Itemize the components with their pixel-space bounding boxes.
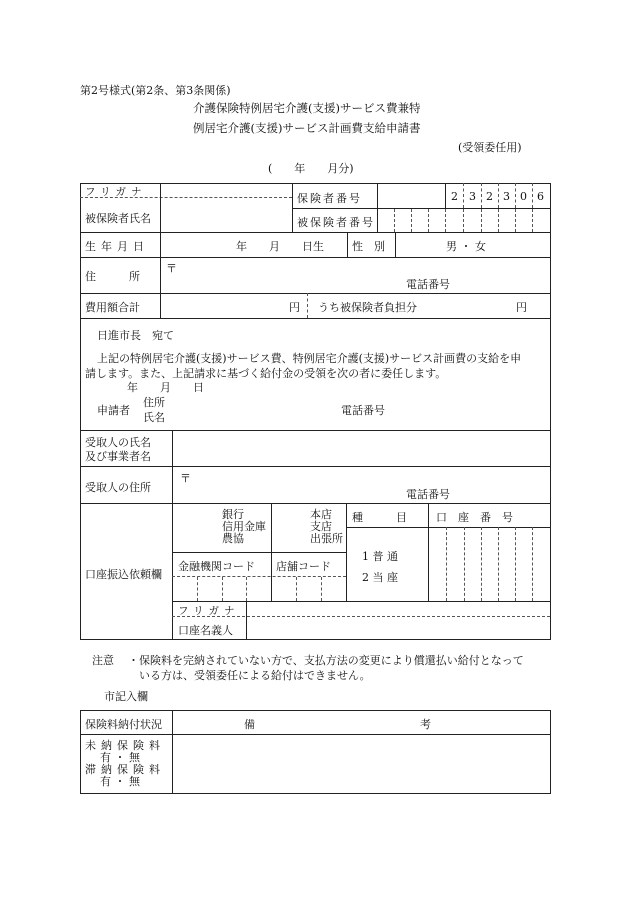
account-number-field[interactable]	[432, 530, 546, 596]
unpaid-label: 未納保険料	[85, 739, 165, 752]
bank-code-label: 金融機関コード	[178, 560, 255, 573]
account-holder-label: 口座名義人	[178, 624, 233, 637]
branch-code-label: 店舗コード	[276, 560, 331, 573]
overdue-label: 滞納保険料	[85, 763, 165, 776]
holder-furigana-label: フリガナ	[178, 605, 240, 617]
sex-value[interactable]: 男 ・ 女	[446, 240, 486, 253]
cost-total-label: 費用額合計	[85, 301, 140, 314]
unpaid-value[interactable]: 有 ・ 無	[100, 751, 140, 764]
branch-type-branch: 支店	[310, 520, 332, 533]
address-phone-label: 電話番号	[406, 278, 450, 291]
address-label: 住 所	[85, 270, 140, 283]
birthdate-value[interactable]: 年 月 日生	[236, 240, 324, 253]
recipient-name-label-2: 及び事業者名	[85, 450, 151, 463]
self-burden-label: うち被保険者負担分	[318, 301, 417, 314]
account-type-label: 種 目	[352, 511, 407, 524]
furigana-label: フリガナ	[85, 186, 147, 198]
remarks-label: 備 考	[244, 718, 431, 731]
insurer-digit-4: 3	[503, 190, 510, 203]
insurer-digit-6: 6	[537, 190, 544, 203]
recipient-phone-label: 電話番号	[406, 488, 450, 501]
insured-number-field[interactable]	[380, 210, 548, 230]
address-field[interactable]	[180, 262, 380, 288]
cost-total-yen: 円	[289, 301, 300, 314]
payment-status-label: 保険料納付状況	[85, 718, 162, 731]
bank-type-coop: 農協	[222, 532, 244, 545]
notice-line-2: いる方は、受領委任による給付はできません。	[139, 669, 371, 682]
bank-code-field[interactable]	[175, 579, 269, 599]
form-note: (受領委任用)	[458, 141, 522, 154]
insurer-number-label: 保険者番号	[297, 192, 362, 205]
notice-label: 注意	[92, 654, 114, 667]
addressee: 日進市長 宛て	[97, 329, 174, 342]
bank-type-credit: 信用金庫	[222, 520, 266, 533]
applicant-name-label: 氏名	[143, 411, 165, 424]
branch-type-main: 本店	[310, 508, 332, 521]
branch-type-office: 出張所	[310, 532, 343, 545]
form-number: 第2号様式(第2条、第3条関係)	[80, 84, 231, 97]
title-line-1: 介護保険特例居宅介護(支援)サービス費兼特	[193, 101, 421, 115]
applicant-label: 申請者	[97, 404, 130, 417]
bank-section-label: 口座振込依頼欄	[85, 568, 162, 581]
period: ( 年 月分)	[268, 162, 354, 175]
branch-code-field[interactable]	[274, 579, 344, 599]
recipient-address-label: 受取人の住所	[85, 481, 151, 494]
application-date[interactable]: 年 月 日	[127, 381, 204, 394]
application-body-2: 請します。また、上記請求に基づく給付金の受領を次の者に委任します。	[85, 367, 447, 380]
applicant-address-label: 住所	[143, 396, 165, 409]
insurer-digit-5: 0	[520, 190, 527, 203]
notice-line-1: ・保険料を完納されていない方で、支払方法の変更により償還払い給付となって	[128, 654, 524, 667]
self-burden-yen: 円	[516, 301, 527, 314]
application-body-1: 上記の特例居宅介護(支援)サービス費、特例居宅介護(支援)サービス計画費の支給を申	[97, 352, 522, 365]
city-section-title: 市記入欄	[104, 690, 148, 703]
recipient-postal-mark: 〒	[180, 472, 191, 485]
insurer-digit-3: 2	[486, 190, 493, 203]
recipient-name-label-1: 受取人の氏名	[85, 436, 151, 449]
birthdate-label: 生年月日	[85, 240, 149, 253]
postal-mark: 〒	[166, 262, 177, 275]
bank-type-bank: 銀行	[222, 508, 244, 521]
insurer-digit-2: 3	[469, 190, 476, 203]
insurer-digit-1: 2	[451, 190, 458, 203]
insured-number-label: 被保険者番号	[297, 216, 375, 229]
sex-label: 性 別	[352, 240, 385, 253]
account-type-ordinary[interactable]: 1 普 通	[362, 550, 398, 563]
insured-name-label: 被保険者氏名	[85, 212, 151, 225]
recipient-name-field[interactable]	[180, 436, 540, 460]
account-holder-field[interactable]	[252, 620, 542, 637]
insured-name-field[interactable]	[172, 204, 287, 226]
title-line-2: 例居宅介護(支援)サービス計画費支給申請書	[193, 121, 421, 135]
applicant-phone-label: 電話番号	[341, 404, 385, 417]
overdue-value[interactable]: 有 ・ 無	[100, 775, 140, 788]
account-number-label: 口 座 番 号	[436, 511, 513, 524]
remarks-field[interactable]	[180, 740, 540, 788]
account-type-checking[interactable]: 2 当 座	[362, 571, 398, 584]
